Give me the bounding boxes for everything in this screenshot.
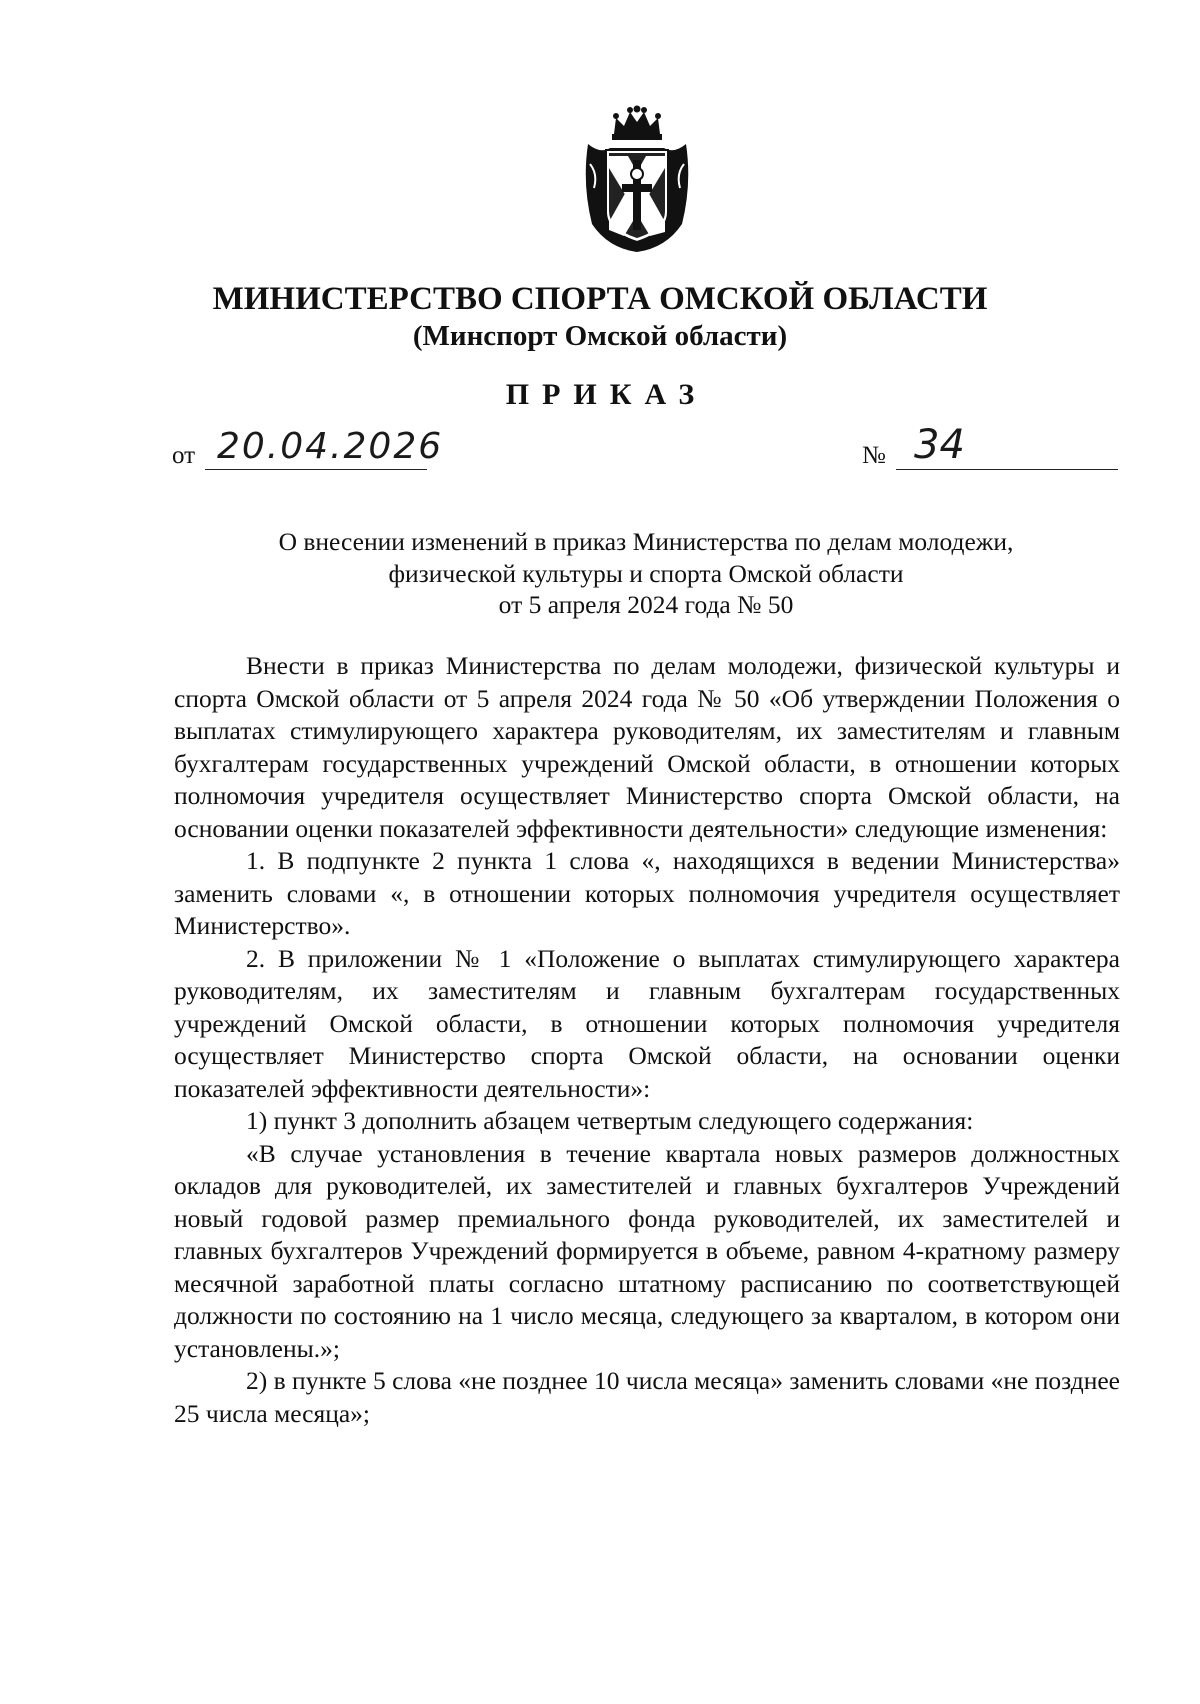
document-subject [172,526,1120,621]
date-prefix: от [172,442,196,469]
subject-line: О внесении изменений в приказ Министерства по делам молодежи, [278,527,1014,556]
subject-line: от 5 апреля 2024 года № 50 [498,590,794,619]
document-body [174,650,1120,1430]
coat-of-arms-icon [578,104,696,254]
body-paragraph: 2) в пункте 5 слова «не позднее 10 числа месяца» заменить словами «не позднее 25 числа месяца»; [174,1366,1120,1428]
organization-short-name: (Минспорт Омской области) [412,320,788,352]
date-field [172,426,444,472]
body-paragraph: Внести в приказ Министерства по делам молодежи, физической культуры и спорта Омской области от 5 апреля 2024 года № 50 «Об утверждении Положения о выплатах стимулирующего характера руководителям, их заместителям и главным бухгалтерам государственных учреждений Омской области, в отношении которых полномочия учредителя осуществляет Министерство спорта Омской области, на основании оценки показателей эффективности деятельности» следующие изменения: [174,651,1120,843]
number-underline [896,469,1118,470]
body-paragraph: «В случае установления в течение квартала новых размеров должностных окладов для руководителей, их заместителей и главных бухгалтеров Учреждений новый годовой размер премиального фонда руководителей, их заместителей и главных бухгалтеров Учреждений формируется в объеме, равном 4-кратному размеру месячной заработной платы согласно штатному расписанию по соответствующей должности по состоянию на 1 число месяца, следующего за кварталом, в котором они установлены.»; [174,1138,1120,1363]
number-prefix: № [862,442,886,469]
organization-title: МИНИСТЕРСТВО СПОРТА ОМСКОЙ ОБЛАСТИ [212,281,988,317]
body-paragraph: 1. В подпункте 2 пункта 1 слова «, находящихся в ведении Министерства» заменить словами «, в отношении которых полномочия учредителя осуществляет Министерство». [174,846,1120,940]
body-paragraph: 1) пункт 3 дополнить абзацем четвертым следующего содержания: [246,1106,974,1135]
handwritten-number: 34 [914,422,965,468]
number-field [862,422,1119,472]
handwritten-date: 20.04.2026 [217,426,444,467]
subject-line: физической культуры и спорта Омской области [388,558,904,588]
date-underline [205,469,427,470]
document-type: ПРИКАЗ [505,378,708,411]
body-paragraph: 2. В приложении № 1 «Положение о выплатах стимулирующего характера руководителям, их заместителям и главным бухгалтерам государственных учреждений Омской области, в отношении которых полномочия учредителя осуществляет Министерство спорта Омской области, на основании оценки показателей эффективности деятельности»: [174,943,1120,1103]
